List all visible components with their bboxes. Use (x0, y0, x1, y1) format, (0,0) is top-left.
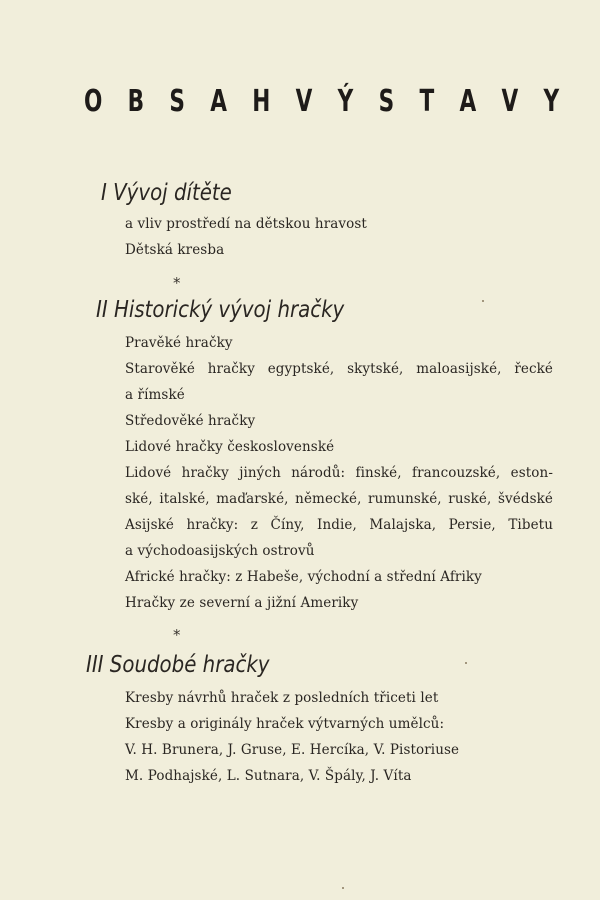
list-item: Hračky ze severní a jižní Ameriky (125, 595, 359, 611)
list-item: M. Podhajské, L. Sutnara, V. Špály, J. Víta (125, 768, 412, 784)
list-item: a římské (125, 387, 185, 403)
title-letter: O (84, 84, 103, 119)
section-heading-2: II Historický vývoj hračky (96, 297, 345, 323)
list-item: a vliv prostředí na dětskou hravost (125, 216, 367, 232)
title-letter: S (378, 84, 395, 119)
list-item: Starověké hračky egyptské, skytské, maloasijské, řecké (125, 361, 553, 377)
page-title (84, 84, 559, 119)
paper-speck (342, 887, 344, 889)
separator-asterisk: * (173, 274, 181, 292)
list-item: Středověké hračky (125, 413, 256, 429)
title-letter: V (295, 84, 313, 119)
title-letter: B (127, 84, 145, 119)
list-item: Lidové hračky jiných národů: finské, francouzské, eston- (125, 465, 553, 481)
title-letter: T (419, 84, 435, 119)
list-item: Lidové hračky československé (125, 439, 335, 455)
paper-speck (482, 300, 484, 302)
list-item: V. H. Brunera, J. Gruse, E. Hercíka, V. Pistoriuse (125, 742, 460, 758)
section-heading-3: III Soudobé hračky (86, 652, 270, 678)
list-item: Dětská kresba (125, 242, 225, 258)
list-item: Pravěké hračky (125, 335, 233, 351)
separator-asterisk: * (173, 626, 181, 644)
list-item: Kresby a originály hraček výtvarných umělců: (125, 716, 445, 732)
title-letter: A (459, 84, 477, 119)
list-item: a východoasijských ostrovů (125, 543, 315, 559)
list-item: Asijské hračky: z Číny, Indie, Malajska, Persie, Tibetu (125, 517, 553, 533)
title-letter: H (252, 84, 271, 119)
paper-speck (465, 662, 467, 664)
section-heading-1: I Vývoj dítěte (101, 180, 232, 206)
list-item: ské, italské, maďarské, německé, rumunské, ruské, švédské (125, 491, 553, 507)
title-letter: A (210, 84, 227, 119)
title-letter: V (501, 84, 519, 119)
title-letter: S (169, 84, 185, 119)
list-item: Kresby návrhů hraček z posledních třiceti let (125, 690, 439, 706)
list-item: Africké hračky: z Habeše, východní a střední Afriky (125, 569, 482, 585)
title-letter: Ý (337, 84, 354, 119)
title-letter: Y (543, 84, 560, 119)
